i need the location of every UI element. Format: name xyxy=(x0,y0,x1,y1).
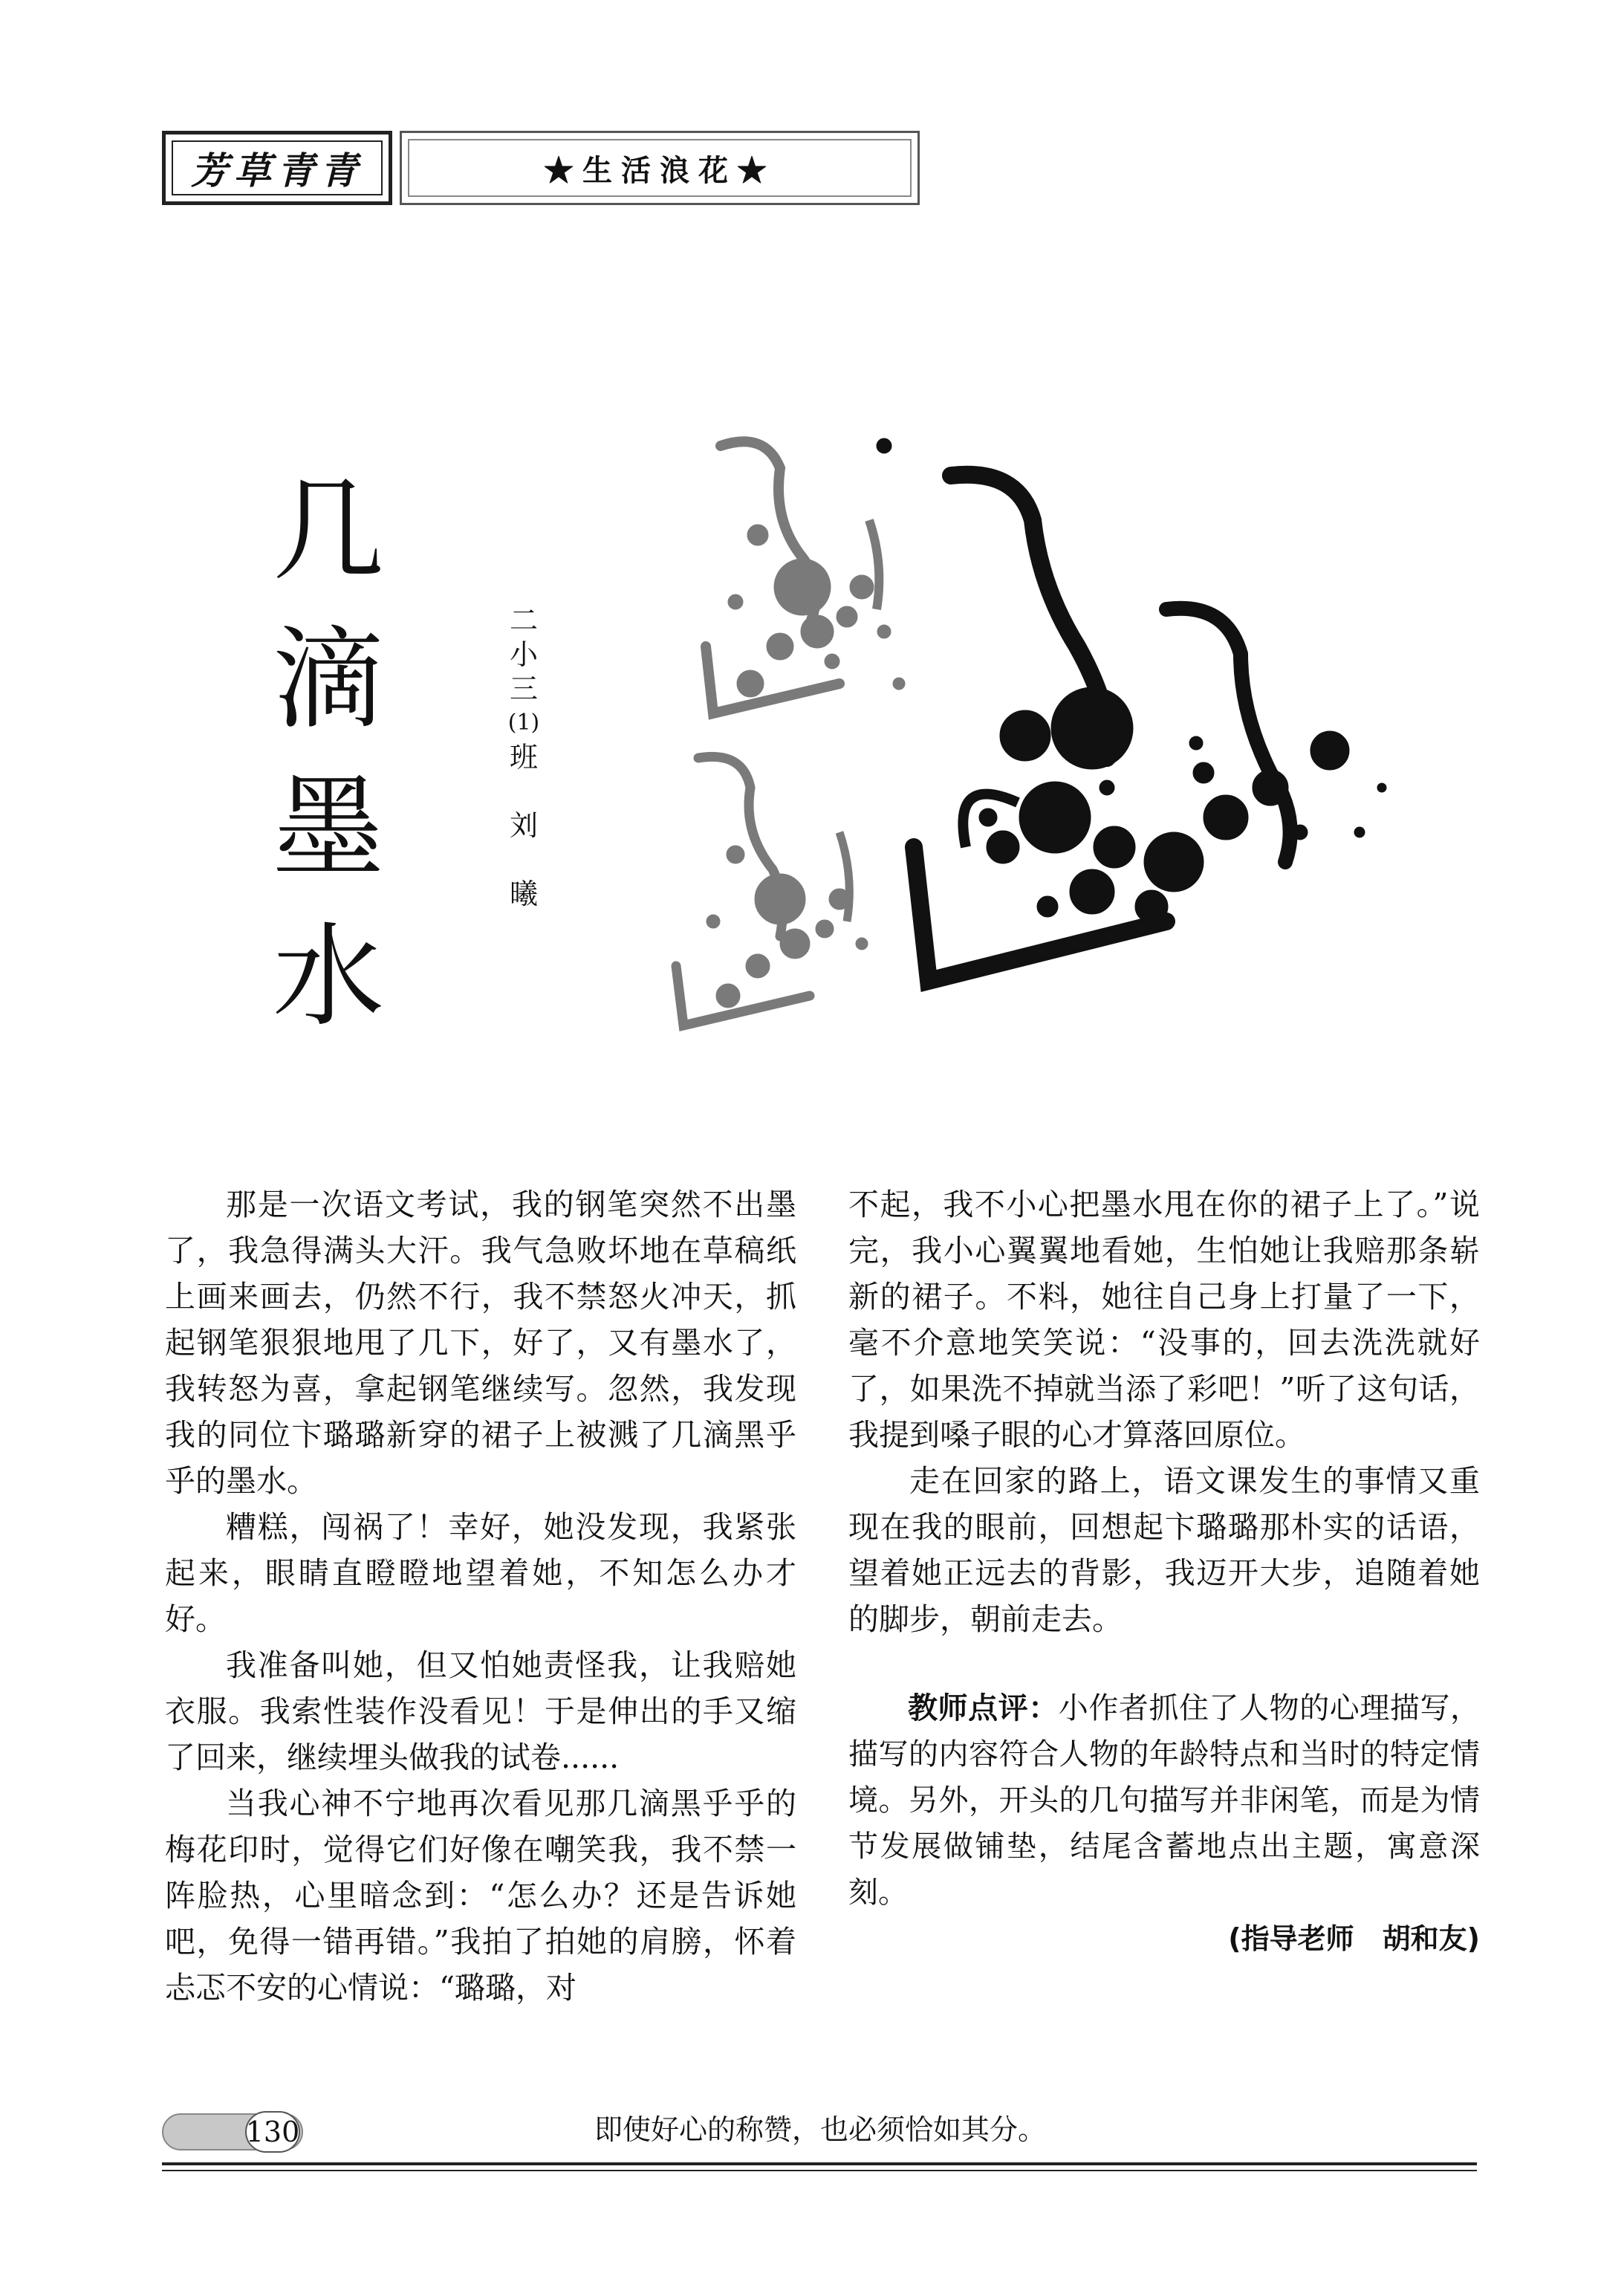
title-char: 几 xyxy=(272,467,384,596)
ink-splatter-illustration xyxy=(631,401,1471,1055)
paragraph: 我准备叫她，但又怕她责怪我，让我赔她衣服。我索性装作没看见！于是伸出的手又缩了回来，继续埋头做我的试卷...... xyxy=(165,1647,796,1775)
title-char: 滴 xyxy=(272,615,384,745)
author-char: 曦 xyxy=(509,878,538,910)
author-char: 小 xyxy=(509,638,538,671)
title-char: 水 xyxy=(272,913,384,1042)
guide-teacher: (指导老师 胡和友) xyxy=(1228,1922,1480,1955)
grey-splatter-top xyxy=(706,441,905,713)
paragraph: 不起，我不小心把墨水甩在你的裙子上了。”说完，我小心翼翼地看她，生怕她让我赔那条崭新的裙子。不料，她往自己身上打量了一下，毫不介意地笑笑说：“没事的，回去洗洗就好了，如果洗不掉就当添了彩吧！”听了这句话，我提到嗓子眼的心才算落回原位。 xyxy=(848,1187,1480,1453)
paragraph: 走在回家的路上，语文课发生的事情又重现在我的眼前，回想起卞璐璐那朴实的话语，望着她正远去的背影，我迈开大步，追随着她的脚步，朝前走去。 xyxy=(848,1463,1480,1637)
page-number: 130 xyxy=(245,2111,300,2153)
author-char xyxy=(505,774,542,808)
footer-motto: 即使好心的称赞，也必须恰如其分。 xyxy=(594,2113,1047,2146)
section-title: 芳草青青 xyxy=(191,149,363,192)
author-char: (1) xyxy=(507,710,540,736)
article-column-right xyxy=(848,1181,1480,1962)
author-char: 三 xyxy=(509,672,538,705)
author-char: 刘 xyxy=(509,809,538,842)
column-title: ★生活浪花★ xyxy=(544,152,776,188)
column-banner xyxy=(400,131,920,205)
paragraph: 那是一次语文考试，我的钢笔突然不出墨了，我急得满头大汗。我气急败坏地在草稿纸上画来画去，仍然不行，我不禁怒火冲天，抓起钢笔狠狠地甩了几下，好了，又有墨水了，我转怒为喜，拿起钢笔继续写。忽然，我发现我的同位卞璐璐新穿的裙子上被溅了几滴黑乎乎的墨水。 xyxy=(165,1187,796,1499)
author-byline xyxy=(505,603,542,911)
footer-rule xyxy=(162,2170,1477,2171)
paragraph: 糟糕，闯祸了！幸好，她没发现，我紧张起来，眼睛直瞪瞪地望着她，不知怎么办才好。 xyxy=(165,1509,796,1637)
review-label: 教师点评： xyxy=(908,1691,1059,1725)
author-char: 二 xyxy=(509,604,538,637)
author-char xyxy=(505,843,542,877)
review-text: 小作者抓住了人物的心理描写，描写的内容符合人物的年龄特点和当时的特定情境。另外，开头的几句描写并非闲笔，而是为情节发展做铺垫，结尾含蓄地点出主题，寓意深刻。 xyxy=(848,1691,1481,1910)
black-splatter xyxy=(877,438,1386,981)
section-badge xyxy=(162,131,392,205)
grey-splatter-bottom xyxy=(676,756,868,1025)
article-title xyxy=(269,457,388,1051)
teacher-review xyxy=(848,1685,1480,1916)
article-column-left xyxy=(165,1181,796,2011)
author-char: 班 xyxy=(509,741,538,774)
paragraph: 当我心神不宁地再次看见那几滴黑乎乎的梅花印时，觉得它们好像在嘲笑我，我不禁一阵脸热，心里暗念到：“怎么办？还是告诉她吧，免得一错再错。”我拍了拍她的肩膀，怀着忐忑不安的心情说：“璐璐，对 xyxy=(165,1786,796,2006)
title-char: 墨 xyxy=(272,764,384,893)
footer-rule xyxy=(162,2162,1477,2165)
